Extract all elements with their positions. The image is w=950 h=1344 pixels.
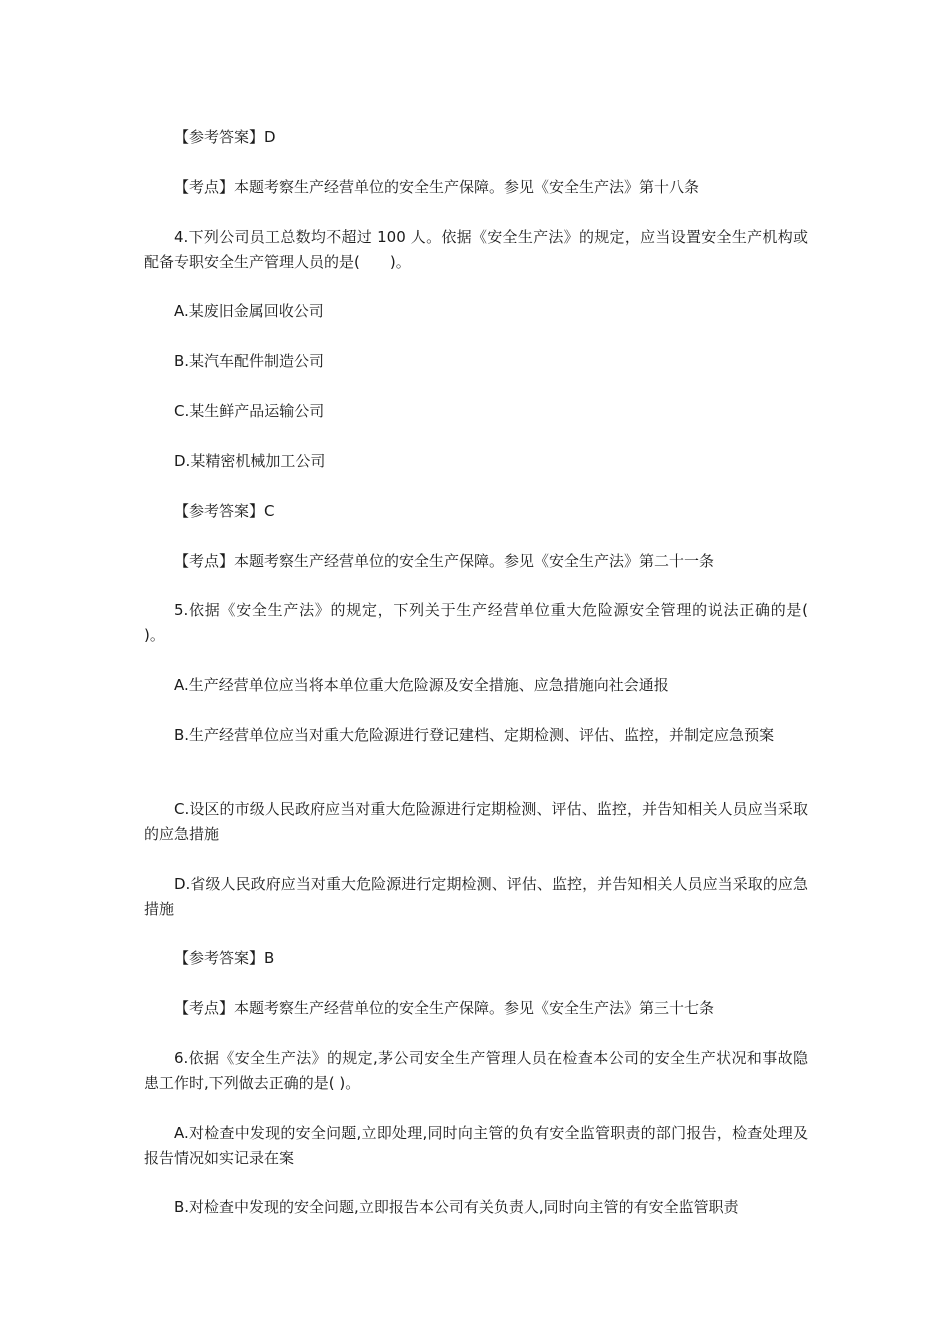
answer-line: 【参考答案】B xyxy=(174,949,275,967)
option-c: C.某生鲜产品运输公司 xyxy=(174,402,325,420)
option-d: D.某精密机械加工公司 xyxy=(174,452,326,470)
option-c: C.设区的市级人民政府应当对重大危险源进行定期检测、评估、监控，并告知相关人员应当采取的应急措施 xyxy=(144,800,808,843)
answer-line: 【参考答案】D xyxy=(174,128,276,146)
option-b: B.生产经营单位应当对重大危险源进行登记建档、定期检测、评估、监控，并制定应急预案 xyxy=(174,726,775,744)
topic-line: 【考点】本题考察生产经营单位的安全生产保障。参见《安全生产法》第二十一条 xyxy=(174,552,715,570)
option-d: D.省级人民政府应当对重大危险源进行定期检测、评估、监控，并告知相关人员应当采取的应急措施 xyxy=(144,875,808,918)
option-b: B.对检查中发现的安全问题,立即报告本公司有关负责人,同时向主管的有安全监管职责 xyxy=(174,1198,739,1216)
option-a: A.对检查中发现的安全问题,立即处理,同时向主管的负有安全监管职责的部门报告，检查处理及报告情况如实记录在案 xyxy=(144,1124,808,1167)
question-4: 4.下列公司员工总数均不超过 100 人。依据《安全生产法》的规定，应当设置安全生产机构或配备专职安全生产管理人员的是( )。 xyxy=(144,228,808,271)
question-5: 5.依据《安全生产法》的规定，下列关于生产经营单位重大危险源安全管理的说法正确的是( )。 xyxy=(144,601,839,644)
option-b: B.某汽车配件制造公司 xyxy=(174,352,325,370)
option-a: A.某废旧金属回收公司 xyxy=(174,302,324,320)
topic-line: 【考点】本题考察生产经营单位的安全生产保障。参见《安全生产法》第十八条 xyxy=(174,178,700,196)
option-a: A.生产经营单位应当将本单位重大危险源及安全措施、应急措施向社会通报 xyxy=(174,676,669,694)
topic-line: 【考点】本题考察生产经营单位的安全生产保障。参见《安全生产法》第三十七条 xyxy=(174,999,715,1017)
question-6: 6.依据《安全生产法》的规定,茅公司安全生产管理人员在检查本公司的安全生产状况和事故隐患工作时,下列做去正确的是( )。 xyxy=(144,1049,808,1092)
answer-line: 【参考答案】C xyxy=(174,502,275,520)
